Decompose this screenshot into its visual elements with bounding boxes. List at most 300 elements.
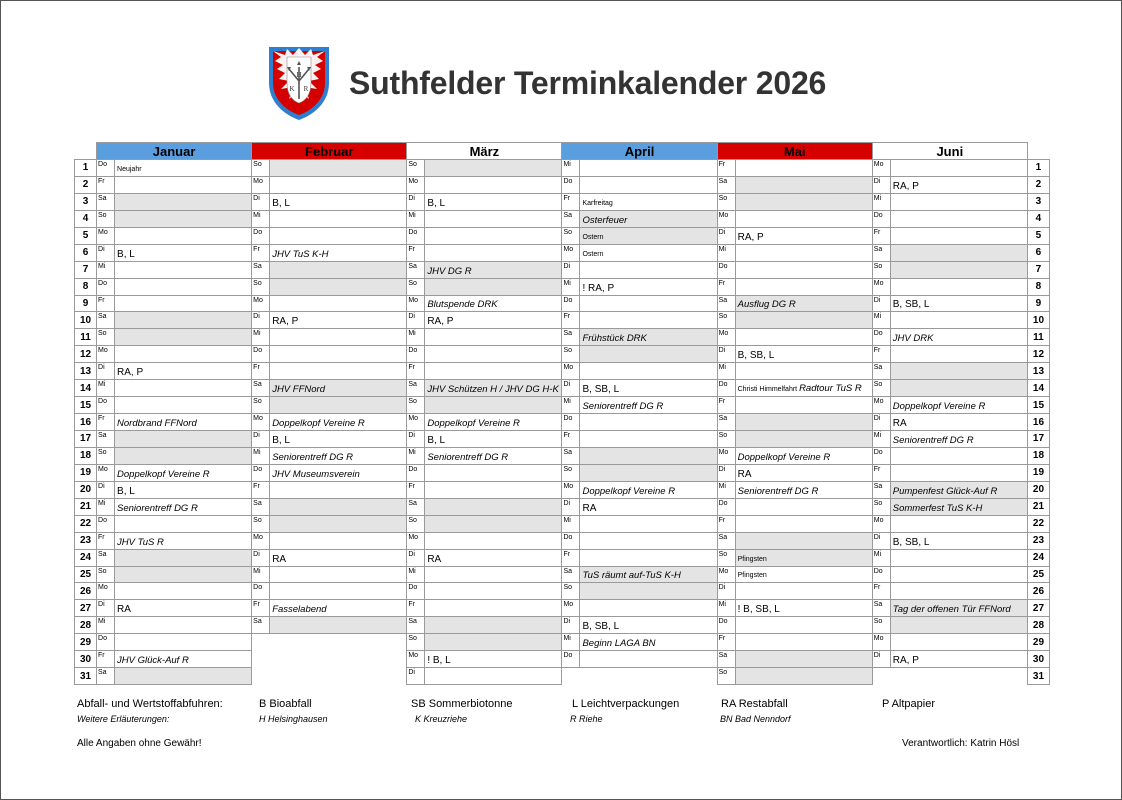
waste-collection-label: ! B, L: [427, 655, 451, 667]
day-number: 3: [75, 193, 97, 210]
event-cell: [270, 583, 407, 600]
weekday: Mo: [562, 244, 580, 261]
day-row: [75, 617, 1050, 634]
waste-collection-label: RA, P: [892, 655, 919, 667]
weekday: Di: [97, 481, 115, 498]
event-cell: [270, 176, 407, 193]
month-header-februar: Februar: [252, 143, 407, 160]
weekday: Mo: [407, 532, 425, 549]
event-cell: [115, 431, 252, 448]
weekday: Sa: [407, 498, 425, 515]
weekday: Do: [252, 583, 270, 600]
weekday: So: [407, 634, 425, 651]
day-row: [75, 634, 1050, 651]
weekday: Di: [252, 431, 270, 448]
weekday: Di: [407, 549, 425, 566]
event-cell: [890, 261, 1027, 278]
weekday: Do: [407, 346, 425, 363]
day-number: 28: [75, 617, 97, 634]
event-cell: [270, 617, 407, 634]
day-row: [75, 549, 1050, 566]
weekday: Do: [97, 160, 115, 177]
weekday: Fr: [97, 651, 115, 668]
month-header-märz: März: [407, 143, 562, 160]
weekday: So: [407, 397, 425, 414]
day-number: 30: [75, 651, 97, 668]
weekday: So: [252, 278, 270, 295]
event-cell: [735, 431, 872, 448]
weekday: So: [872, 498, 890, 515]
empty-cell: [872, 668, 1027, 685]
weekday: Sa: [97, 312, 115, 329]
day-row: [75, 295, 1050, 312]
weekday: Mo: [252, 414, 270, 431]
holiday-label: Pfingsten: [737, 555, 767, 563]
weekday: So: [407, 278, 425, 295]
weekday: Mi: [562, 278, 580, 295]
weekday: Do: [252, 346, 270, 363]
event-cell: [735, 583, 872, 600]
day-number: 31: [1027, 668, 1049, 685]
day-number: 12: [75, 346, 97, 363]
day-number: 6: [1027, 244, 1049, 261]
legend-leichtverpackungen: L Leichtverpackungen: [572, 698, 680, 710]
event-cell: [115, 210, 252, 227]
day-row: [75, 176, 1050, 193]
weekday: Mi: [717, 481, 735, 498]
weekday: Mi: [872, 549, 890, 566]
event-cell: [425, 431, 562, 448]
event-cell: [270, 414, 407, 431]
event-cell: [115, 414, 252, 431]
weekday: So: [562, 464, 580, 481]
event-cell: [425, 515, 562, 532]
weekday: Fr: [97, 295, 115, 312]
explanations-label: Weitere Erläuterungen:: [77, 714, 170, 724]
weekday: Mo: [562, 481, 580, 498]
event-label: Radtour TuS R: [799, 383, 862, 395]
event-cell: [115, 566, 252, 583]
weekday: Fr: [717, 278, 735, 295]
weekday: Fr: [252, 600, 270, 617]
event-cell: [735, 464, 872, 481]
event-cell: [580, 312, 717, 329]
event-cell: [890, 481, 1027, 498]
day-number: 19: [1027, 464, 1049, 481]
weekday: Fr: [97, 176, 115, 193]
weekday: Fr: [97, 414, 115, 431]
weekday: Di: [872, 414, 890, 431]
weekday: Fr: [872, 464, 890, 481]
weekday: Fr: [407, 244, 425, 261]
weekday: So: [872, 380, 890, 397]
weekday: Di: [872, 532, 890, 549]
event-label: JHV DRK: [892, 333, 934, 345]
event-cell: [115, 329, 252, 346]
waste-collection-label: B, L: [427, 434, 446, 446]
weekday: Do: [872, 329, 890, 346]
event-cell: [270, 380, 407, 397]
event-label: Osterfeuer: [582, 214, 628, 226]
waste-collection-label: RA, P: [272, 316, 299, 328]
weekday: Di: [872, 176, 890, 193]
weekday: So: [252, 515, 270, 532]
event-label: Pumpenfest Glück-Auf R: [892, 485, 998, 497]
event-cell: [890, 278, 1027, 295]
event-cell: [270, 447, 407, 464]
event-cell: [270, 160, 407, 177]
day-row: [75, 464, 1050, 481]
event-cell: [270, 193, 407, 210]
event-cell: [115, 160, 252, 177]
event-cell: [270, 532, 407, 549]
weekday: Mo: [872, 160, 890, 177]
event-cell: [115, 651, 252, 668]
event-cell: [425, 329, 562, 346]
empty-cell: [562, 668, 717, 685]
weekday: Do: [872, 210, 890, 227]
event-cell: [115, 583, 252, 600]
weekday: So: [407, 515, 425, 532]
day-number: 7: [75, 261, 97, 278]
weekday: So: [97, 566, 115, 583]
weekday: Mi: [252, 210, 270, 227]
event-cell: [425, 414, 562, 431]
day-number: 25: [1027, 566, 1049, 583]
event-label: Nordbrand FFNord: [117, 418, 197, 429]
weekday: Fr: [407, 363, 425, 380]
event-label: TuS räumt auf-TuS K-H: [582, 570, 681, 582]
event-label: Frühstück DRK: [582, 333, 647, 345]
weekday: Di: [252, 549, 270, 566]
event-cell: [270, 600, 407, 617]
day-number: 19: [75, 464, 97, 481]
weekday: Mi: [252, 447, 270, 464]
weekday: Mo: [407, 176, 425, 193]
waste-collection-label: B, SB, L: [582, 621, 620, 633]
day-row: [75, 227, 1050, 244]
weekday: Do: [97, 278, 115, 295]
day-number: 22: [75, 515, 97, 532]
event-cell: [580, 617, 717, 634]
day-row: [75, 498, 1050, 515]
event-cell: [890, 176, 1027, 193]
weekday: Mo: [97, 464, 115, 481]
month-header-april: April: [562, 143, 717, 160]
event-cell: [270, 312, 407, 329]
event-cell: [115, 227, 252, 244]
event-label: JHV TuS R: [117, 536, 164, 548]
event-cell: [270, 363, 407, 380]
day-number: 13: [1027, 363, 1049, 380]
event-cell: [580, 261, 717, 278]
weekday: So: [562, 583, 580, 600]
waste-collection-label: RA: [117, 604, 131, 616]
weekday: Do: [717, 498, 735, 515]
waste-collection-label: B, L: [117, 485, 135, 497]
event-cell: [890, 549, 1027, 566]
weekday: So: [872, 261, 890, 278]
event-cell: [580, 498, 717, 515]
weekday: Di: [407, 668, 425, 685]
weekday: Mo: [717, 210, 735, 227]
weekday: Mi: [97, 498, 115, 515]
event-cell: [270, 498, 407, 515]
weekday: Mi: [407, 210, 425, 227]
weekday: Mo: [252, 532, 270, 549]
weekday: So: [717, 668, 735, 685]
waste-collection-label: RA: [427, 553, 442, 565]
event-cell: [580, 600, 717, 617]
event-cell: [425, 634, 562, 651]
weekday: Sa: [562, 447, 580, 464]
day-row: [75, 651, 1050, 668]
event-cell: [425, 532, 562, 549]
weekday: Do: [97, 634, 115, 651]
weekday: Sa: [872, 244, 890, 261]
weekday: So: [252, 160, 270, 177]
event-cell: [115, 532, 252, 549]
weekday: Sa: [717, 295, 735, 312]
day-number: 23: [1027, 532, 1049, 549]
event-cell: [115, 464, 252, 481]
weekday: Mi: [717, 244, 735, 261]
page-title: Suthfelder Terminkalender 2026: [349, 65, 827, 101]
event-cell: [735, 380, 872, 397]
weekday: Mi: [717, 363, 735, 380]
event-cell: [115, 295, 252, 312]
event-cell: [735, 549, 872, 566]
weekday: Mi: [97, 617, 115, 634]
weekday: Do: [872, 566, 890, 583]
weekday: Mo: [97, 227, 115, 244]
day-row: [75, 583, 1050, 600]
event-label: JHV Schützen H / JHV DG H-K: [427, 384, 559, 396]
weekday: Mi: [97, 380, 115, 397]
day-number: 9: [1027, 295, 1049, 312]
event-cell: [580, 346, 717, 363]
day-number: 9: [75, 295, 97, 312]
weekday: Do: [562, 414, 580, 431]
event-cell: [270, 549, 407, 566]
event-cell: [890, 464, 1027, 481]
weekday: Fr: [872, 346, 890, 363]
event-cell: [270, 329, 407, 346]
event-cell: [580, 651, 717, 668]
event-cell: [735, 363, 872, 380]
event-label: Ausflug DG R: [737, 299, 796, 311]
event-cell: [580, 532, 717, 549]
weekday: So: [407, 160, 425, 177]
event-cell: [425, 312, 562, 329]
weekday: Di: [872, 295, 890, 312]
event-cell: [580, 329, 717, 346]
weekday: Sa: [562, 329, 580, 346]
weekday: Mi: [97, 261, 115, 278]
weekday: Mi: [562, 397, 580, 414]
waste-collection-label: B, L: [427, 197, 446, 209]
day-number: 27: [1027, 600, 1049, 617]
day-row: [75, 278, 1050, 295]
event-cell: [890, 532, 1027, 549]
event-cell: [890, 498, 1027, 515]
day-number: 26: [75, 583, 97, 600]
event-cell: [580, 431, 717, 448]
event-cell: [270, 210, 407, 227]
event-cell: [735, 566, 872, 583]
event-cell: [270, 431, 407, 448]
event-label: Beginn LAGA BN: [582, 638, 656, 650]
header-spacer-left: [75, 143, 97, 160]
weekday: Do: [97, 397, 115, 414]
event-label: Seniorentreff DG R: [272, 451, 353, 463]
weekday: Sa: [717, 414, 735, 431]
event-cell: [735, 346, 872, 363]
event-label: Doppelkopf Vereine R: [427, 418, 520, 429]
event-cell: [735, 515, 872, 532]
day-number: 22: [1027, 515, 1049, 532]
day-row: [75, 210, 1050, 227]
svg-text:K: K: [289, 85, 295, 93]
waste-collection-label: B, SB, L: [582, 384, 620, 396]
day-row: [75, 346, 1050, 363]
day-row: [75, 329, 1050, 346]
weekday: Mi: [407, 566, 425, 583]
weekday: So: [97, 447, 115, 464]
weekday: Sa: [872, 481, 890, 498]
weekday: Mo: [717, 566, 735, 583]
responsible: Verantwortlich: Katrin Hösl: [902, 738, 1020, 749]
day-number: 12: [1027, 346, 1049, 363]
weekday: Fr: [872, 583, 890, 600]
event-cell: [890, 414, 1027, 431]
event-cell: [735, 176, 872, 193]
weekday: Di: [252, 193, 270, 210]
event-cell: [425, 566, 562, 583]
weekday: Mi: [562, 634, 580, 651]
weekday: Di: [407, 193, 425, 210]
event-cell: [580, 227, 717, 244]
weekday: Do: [717, 261, 735, 278]
day-number: 24: [75, 549, 97, 566]
weekday: Fr: [872, 227, 890, 244]
holiday-label: Christi Himmelfahrt: [737, 386, 800, 394]
event-cell: [270, 397, 407, 414]
svg-text:H: H: [296, 71, 302, 79]
event-cell: [890, 160, 1027, 177]
event-label: JHV FFNord: [272, 384, 325, 396]
event-cell: [890, 227, 1027, 244]
day-number: 13: [75, 363, 97, 380]
event-cell: [425, 397, 562, 414]
weekday: Mi: [872, 312, 890, 329]
event-cell: [890, 397, 1027, 414]
holiday-label: Karfreitag: [582, 199, 613, 207]
weekday: Do: [562, 651, 580, 668]
weekday: Sa: [252, 261, 270, 278]
disclaimer: Alle Angaben ohne Gewähr!: [77, 738, 202, 749]
weekday: Sa: [252, 380, 270, 397]
coat-of-arms-icon: [267, 45, 331, 121]
weekday: Mo: [252, 176, 270, 193]
event-cell: [115, 447, 252, 464]
day-number: 31: [75, 668, 97, 685]
weekday: Sa: [97, 549, 115, 566]
event-cell: [890, 295, 1027, 312]
event-cell: [425, 498, 562, 515]
calendar-table: [74, 142, 1050, 685]
event-cell: [270, 481, 407, 498]
month-header-mai: Mai: [717, 143, 872, 160]
waste-collection-label: RA: [737, 468, 752, 480]
waste-collection-label: RA, P: [427, 316, 454, 328]
day-row: [75, 481, 1050, 498]
day-row: [75, 515, 1050, 532]
waste-collection-label: RA: [582, 502, 597, 514]
event-cell: [890, 193, 1027, 210]
day-number: 16: [1027, 414, 1049, 431]
event-cell: [115, 634, 252, 651]
waste-collection-label: B, L: [272, 434, 290, 446]
event-cell: [425, 346, 562, 363]
day-number: 11: [1027, 329, 1049, 346]
event-cell: [115, 363, 252, 380]
event-cell: [425, 600, 562, 617]
day-row: [75, 244, 1050, 261]
weekday: So: [562, 346, 580, 363]
event-cell: [735, 312, 872, 329]
weekday: Sa: [97, 431, 115, 448]
event-label: Sommerfest TuS K-H: [892, 502, 983, 514]
event-cell: [890, 431, 1027, 448]
weekday: Mo: [872, 634, 890, 651]
event-cell: [115, 515, 252, 532]
event-cell: [425, 261, 562, 278]
weekday: Sa: [872, 363, 890, 380]
weekday: Mi: [407, 329, 425, 346]
weekday: Do: [252, 227, 270, 244]
day-number: 8: [75, 278, 97, 295]
legend-label: Abfall- und Wertstoffabfuhren:: [77, 698, 223, 710]
day-number: 18: [1027, 447, 1049, 464]
holiday-label: Ostern: [582, 250, 604, 258]
event-cell: [115, 549, 252, 566]
event-cell: [270, 244, 407, 261]
day-number: 17: [75, 431, 97, 448]
event-cell: [890, 566, 1027, 583]
day-number: 14: [75, 380, 97, 397]
event-cell: [890, 363, 1027, 380]
event-cell: [115, 346, 252, 363]
event-label: Tag der offenen Tür FFNord: [892, 604, 1011, 616]
event-cell: [115, 617, 252, 634]
event-cell: [270, 261, 407, 278]
event-cell: [270, 295, 407, 312]
waste-collection-label: B, SB, L: [892, 536, 930, 548]
event-label: Seniorentreff DG R: [737, 485, 819, 497]
weekday: Mi: [252, 566, 270, 583]
event-cell: [425, 160, 562, 177]
weekday: Di: [97, 244, 115, 261]
weekday: Sa: [872, 600, 890, 617]
waste-collection-label: ! RA, P: [582, 282, 615, 294]
event-cell: [735, 600, 872, 617]
event-cell: [890, 617, 1027, 634]
event-cell: [425, 481, 562, 498]
weekday: So: [97, 210, 115, 227]
event-label: Doppelkopf Vereine R: [117, 468, 210, 480]
event-cell: [735, 447, 872, 464]
